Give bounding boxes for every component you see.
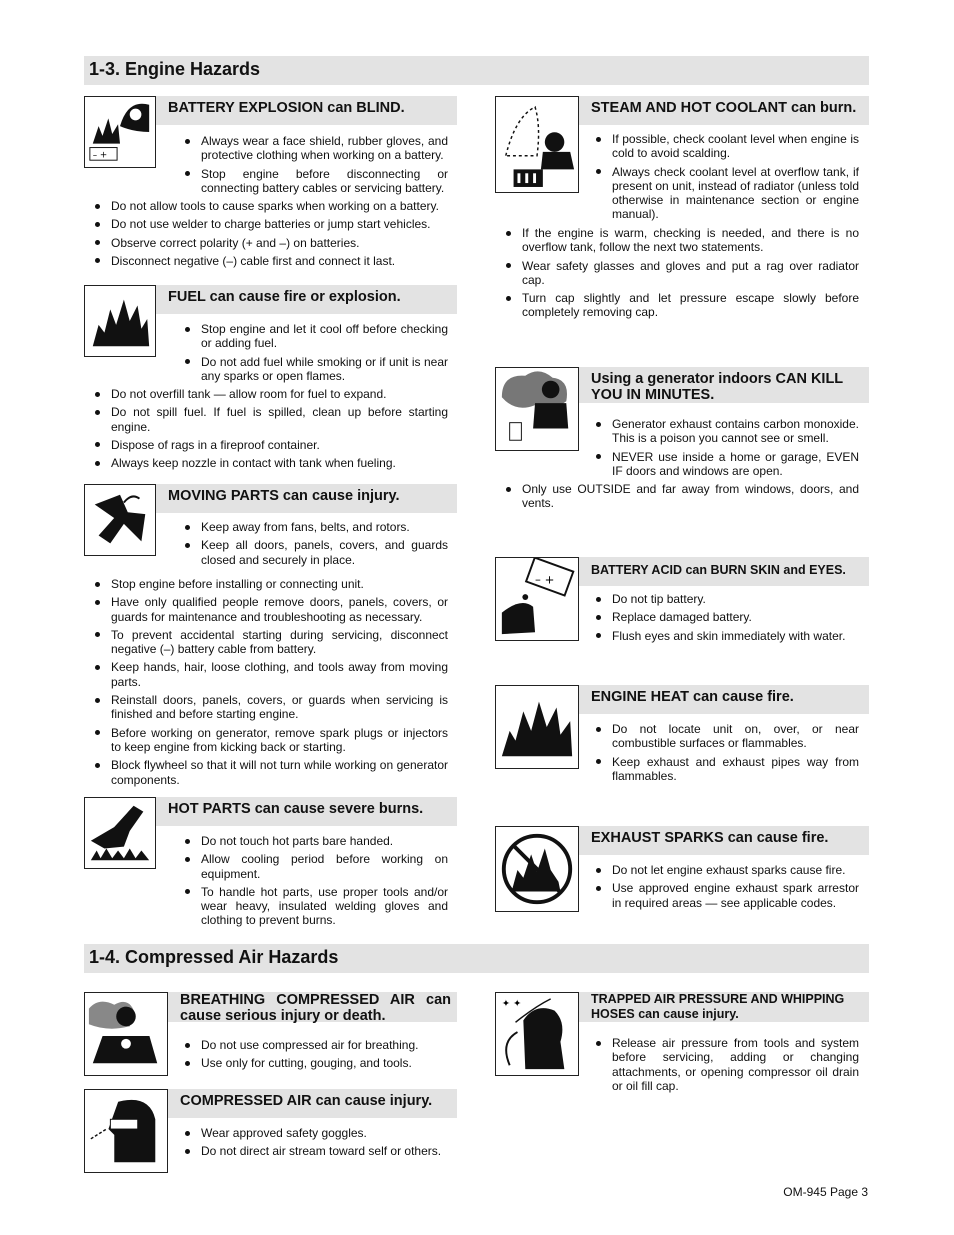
compressed-air-goggles-icon xyxy=(84,1089,168,1173)
list-item: Release air pressure from tools and system before servicing, adding or changing attachments, or opening compressor oil drain or oil fill cap. xyxy=(594,1036,859,1093)
list-item: Do not locate unit on, over, or near combustible surfaces or flammables. xyxy=(594,722,859,751)
list-item: Reinstall doors, panels, covers, or guards when servicing is finished and before starting engine. xyxy=(93,693,448,722)
page-footer: OM-945 Page 3 xyxy=(783,1185,868,1199)
list-item: Do not touch hot parts bare handed. xyxy=(183,834,448,848)
list-item: Always wear a face shield, rubber gloves, and protective clothing when working on a battery. xyxy=(183,134,448,163)
list-item: To handle hot parts, use proper tools and/or wear heavy, insulated welding gloves and clothing to prevent burns. xyxy=(183,885,448,928)
list-item: Have only qualified people remove doors, panels, covers, or guards for maintenance and troubleshooting as necessary. xyxy=(93,595,448,624)
breathing-top-list xyxy=(183,1038,448,1075)
hot-parts-icon xyxy=(84,797,156,869)
list-item: Do not allow tools to cause sparks when working on a battery. xyxy=(93,199,448,213)
list-item: Do not let engine exhaust sparks cause fire. xyxy=(594,863,859,877)
list-item: Use approved engine exhaust spark arrestor in required areas — see applicable codes. xyxy=(594,881,859,910)
steam-coolant-icon xyxy=(495,96,579,193)
moving-parts-icon xyxy=(84,484,156,556)
list-item: Replace damaged battery. xyxy=(594,610,859,624)
compressed-heading: COMPRESSED AIR can cause injury. xyxy=(168,1089,457,1118)
list-item: Block flywheel so that it will not turn while working on generator components. xyxy=(93,758,448,787)
acid-heading: BATTERY ACID can BURN SKIN and EYES. xyxy=(579,557,869,586)
fuel-bottom-list xyxy=(93,387,448,474)
list-item: Stop engine and let it cool off before checking or adding fuel. xyxy=(183,322,448,351)
compressed-top-list xyxy=(183,1126,448,1163)
list-item: Observe correct polarity (+ and –) on batteries. xyxy=(93,236,448,250)
fire-icon xyxy=(84,285,156,357)
moving-bottom-list xyxy=(93,577,448,791)
generator-exhaust-icon xyxy=(495,367,579,451)
list-item: Keep away from fans, belts, and rotors. xyxy=(183,520,448,534)
hotparts-heading: HOT PARTS can cause severe burns. xyxy=(156,797,457,826)
heat-top-list xyxy=(594,722,859,787)
list-item: Always check coolant level at overflow tank, if present on unit, instead of radiator (unless told otherwise in maintenance section or engine manual). xyxy=(594,165,859,222)
list-item: Do not overfill tank — allow room for fuel to expand. xyxy=(93,387,448,401)
acid-top-list xyxy=(594,592,859,647)
trapped-top-list xyxy=(594,1036,859,1097)
list-item: NEVER use inside a home or garage, EVEN IF doors and windows are open. xyxy=(594,450,859,479)
list-item: Generator exhaust contains carbon monoxide. This is a poison you cannot see or smell. xyxy=(594,417,859,446)
moving-heading: MOVING PARTS can cause injury. xyxy=(156,484,457,513)
list-item: Wear approved safety goggles. xyxy=(183,1126,448,1140)
steam-top-list xyxy=(594,132,859,226)
svg-text:– +: – + xyxy=(92,150,108,161)
list-item: If possible, check coolant level when engine is cold to avoid scalding. xyxy=(594,132,859,161)
battery-bottom-list xyxy=(93,199,448,272)
heat-heading: ENGINE HEAT can cause fire. xyxy=(579,685,869,714)
section-title: 1-4. Compressed Air Hazards xyxy=(89,947,339,967)
steam-bottom-list xyxy=(504,226,859,324)
list-item: Dispose of rags in a fireproof container. xyxy=(93,438,448,452)
list-item: Do not spill fuel. If fuel is spilled, clean up before starting engine. xyxy=(93,405,448,434)
list-item: Do not direct air stream toward self or others. xyxy=(183,1144,448,1158)
section-bar-compressed-air xyxy=(84,944,869,973)
steam-heading: STEAM AND HOT COOLANT can burn. xyxy=(579,96,869,125)
list-item: Wear safety glasses and gloves and put a rag over radiator cap. xyxy=(504,259,859,288)
generator-top-list xyxy=(594,417,859,482)
list-item: Turn cap slightly and let pressure escape slowly before completely removing cap. xyxy=(504,291,859,320)
svg-text:✦ ✦: ✦ ✦ xyxy=(501,998,522,1010)
battery-explosion-icon xyxy=(84,96,156,168)
list-item: Only use OUTSIDE and far away from windows, doors, and vents. xyxy=(504,482,859,511)
section-bar-engine-hazards xyxy=(84,56,869,85)
section-title: 1-3. Engine Hazards xyxy=(89,59,261,79)
generator-heading: Using a generator indoors CAN KILL YOU IN MINUTES. xyxy=(579,367,869,403)
list-item: If the engine is warm, checking is needed, and there is no overflow tank, follow the next two statements. xyxy=(504,226,859,255)
exhaust-sparks-icon xyxy=(495,826,579,912)
fuel-heading: FUEL can cause fire or explosion. xyxy=(156,285,457,314)
sparks-top-list xyxy=(594,863,859,914)
generator-bottom-list xyxy=(504,482,859,515)
list-item: Disconnect negative (–) cable first and connect it last. xyxy=(93,254,448,268)
battery-top-list xyxy=(183,134,448,199)
list-item: Stop engine before installing or connecting unit. xyxy=(93,577,448,591)
whipping-hose-icon xyxy=(495,992,579,1076)
list-item: Do not tip battery. xyxy=(594,592,859,606)
engine-heat-fire-icon xyxy=(495,685,579,769)
list-item: Do not use compressed air for breathing. xyxy=(183,1038,448,1052)
list-item: Always keep nozzle in contact with tank when fueling. xyxy=(93,456,448,470)
list-item: Allow cooling period before working on equipment. xyxy=(183,852,448,881)
breathing-heading: BREATHING COMPRESSED AIR can cause serious injury or death. xyxy=(168,992,457,1022)
hotparts-top-list xyxy=(183,834,448,932)
list-item: Keep hands, hair, loose clothing, and tools away from moving parts. xyxy=(93,660,448,689)
moving-top-list xyxy=(183,520,448,571)
svg-text:– +: – + xyxy=(535,572,555,587)
list-item: Flush eyes and skin immediately with water. xyxy=(594,629,859,643)
list-item: To prevent accidental starting during servicing, disconnect negative (–) battery cable from battery. xyxy=(93,628,448,657)
sparks-heading: EXHAUST SPARKS can cause fire. xyxy=(579,826,869,855)
battery-heading: BATTERY EXPLOSION can BLIND. xyxy=(156,96,457,125)
fuel-top-list xyxy=(183,322,448,387)
list-item: Do not use welder to charge batteries or jump start vehicles. xyxy=(93,217,448,231)
battery-acid-icon xyxy=(495,557,579,641)
list-item: Use only for cutting, gouging, and tools. xyxy=(183,1056,448,1070)
list-item: Before working on generator, remove spark plugs or injectors to keep engine from kicking back or starting. xyxy=(93,726,448,755)
list-item: Keep exhaust and exhaust pipes way from flammables. xyxy=(594,755,859,784)
trapped-heading: TRAPPED AIR PRESSURE AND WHIPPING HOSES can cause injury. xyxy=(579,992,869,1022)
breathing-air-icon xyxy=(84,992,168,1076)
list-item: Stop engine before disconnecting or connecting battery cables or servicing battery. xyxy=(183,167,448,196)
list-item: Keep all doors, panels, covers, and guards closed and securely in place. xyxy=(183,538,448,567)
list-item: Do not add fuel while smoking or if unit is near any sparks or open flames. xyxy=(183,355,448,384)
